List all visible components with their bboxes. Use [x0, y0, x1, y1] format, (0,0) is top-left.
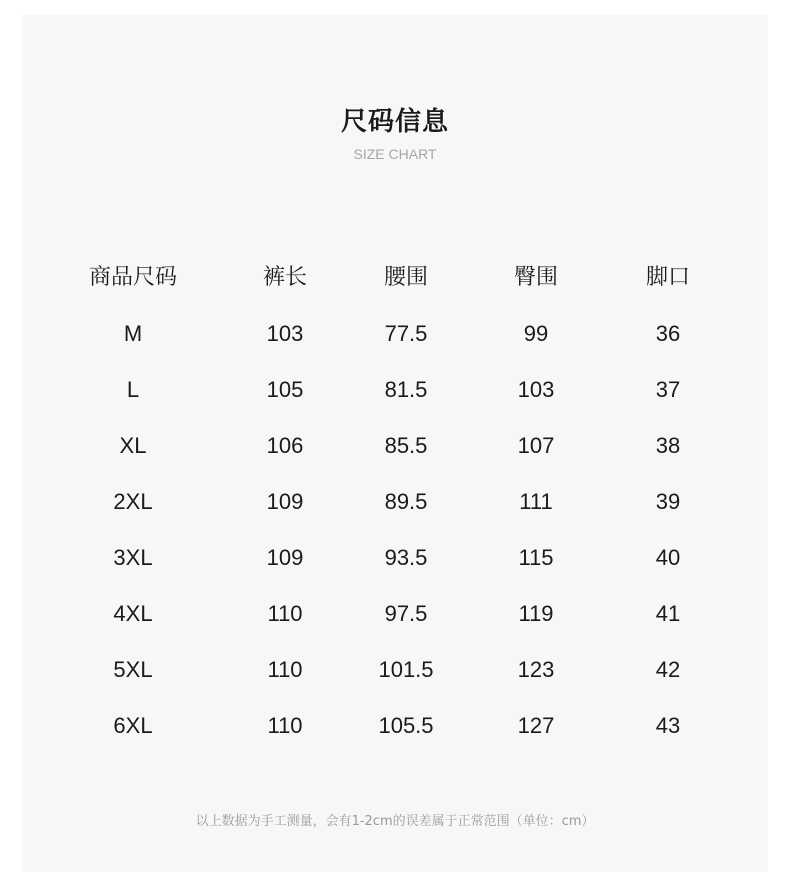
header-size: 商品尺码	[88, 265, 178, 290]
measurement-note: 以上数据为手工测量，会有1-2cm的误差属于正常范围（单位：cm）	[195, 814, 595, 829]
cell-hip: 99	[523, 321, 549, 346]
cell-size: 6XL	[113, 713, 153, 738]
table-row	[0, 362, 790, 418]
table-row	[0, 642, 790, 698]
cell-length: 105	[266, 377, 304, 402]
cell-leg-opening: 43	[655, 713, 681, 738]
cell-length: 103	[266, 321, 304, 346]
cell-waist: 81.5	[384, 377, 428, 402]
table-header-row	[0, 250, 790, 306]
cell-size: 2XL	[113, 489, 153, 514]
cell-waist: 89.5	[384, 489, 428, 514]
table-row	[0, 474, 790, 530]
cell-length: 109	[266, 489, 304, 514]
cell-leg-opening: 42	[655, 657, 681, 682]
cell-leg-opening: 37	[655, 377, 681, 402]
cell-size: 4XL	[113, 601, 153, 626]
page-subtitle: SIZE CHART	[353, 146, 437, 162]
cell-hip: 123	[517, 657, 555, 682]
table-row	[0, 418, 790, 474]
page-title: 尺码信息	[340, 107, 449, 137]
cell-hip: 127	[517, 713, 555, 738]
cell-leg-opening: 40	[655, 545, 681, 570]
cell-length: 109	[266, 545, 304, 570]
header-waist: 腰围	[383, 265, 429, 290]
header-leg-opening: 脚口	[645, 265, 691, 290]
table-row	[0, 698, 790, 754]
header-length: 裤长	[262, 265, 308, 290]
cell-hip: 111	[519, 489, 553, 514]
cell-leg-opening: 39	[655, 489, 681, 514]
cell-length: 106	[266, 433, 304, 458]
cell-size: L	[126, 377, 140, 402]
cell-hip: 115	[518, 545, 554, 570]
cell-length: 110	[267, 713, 303, 738]
cell-size: 5XL	[113, 657, 153, 682]
cell-leg-opening: 41	[655, 601, 681, 626]
cell-size: XL	[119, 433, 147, 458]
cell-waist: 77.5	[384, 321, 428, 346]
cell-hip: 107	[517, 433, 555, 458]
cell-leg-opening: 36	[655, 321, 681, 346]
cell-size: 3XL	[113, 545, 153, 570]
table-row	[0, 586, 790, 642]
cell-waist: 105.5	[378, 713, 434, 738]
table-row	[0, 306, 790, 362]
cell-waist: 93.5	[384, 545, 428, 570]
size-table	[0, 250, 790, 754]
header-hip: 臀围	[513, 265, 559, 290]
cell-length: 110	[267, 657, 303, 682]
cell-size: M	[123, 321, 143, 346]
cell-waist: 101.5	[378, 657, 434, 682]
cell-length: 110	[267, 601, 303, 626]
cell-waist: 97.5	[384, 601, 428, 626]
table-row	[0, 530, 790, 586]
cell-leg-opening: 38	[655, 433, 681, 458]
cell-hip: 103	[517, 377, 555, 402]
cell-hip: 119	[518, 601, 554, 626]
cell-waist: 85.5	[384, 433, 428, 458]
